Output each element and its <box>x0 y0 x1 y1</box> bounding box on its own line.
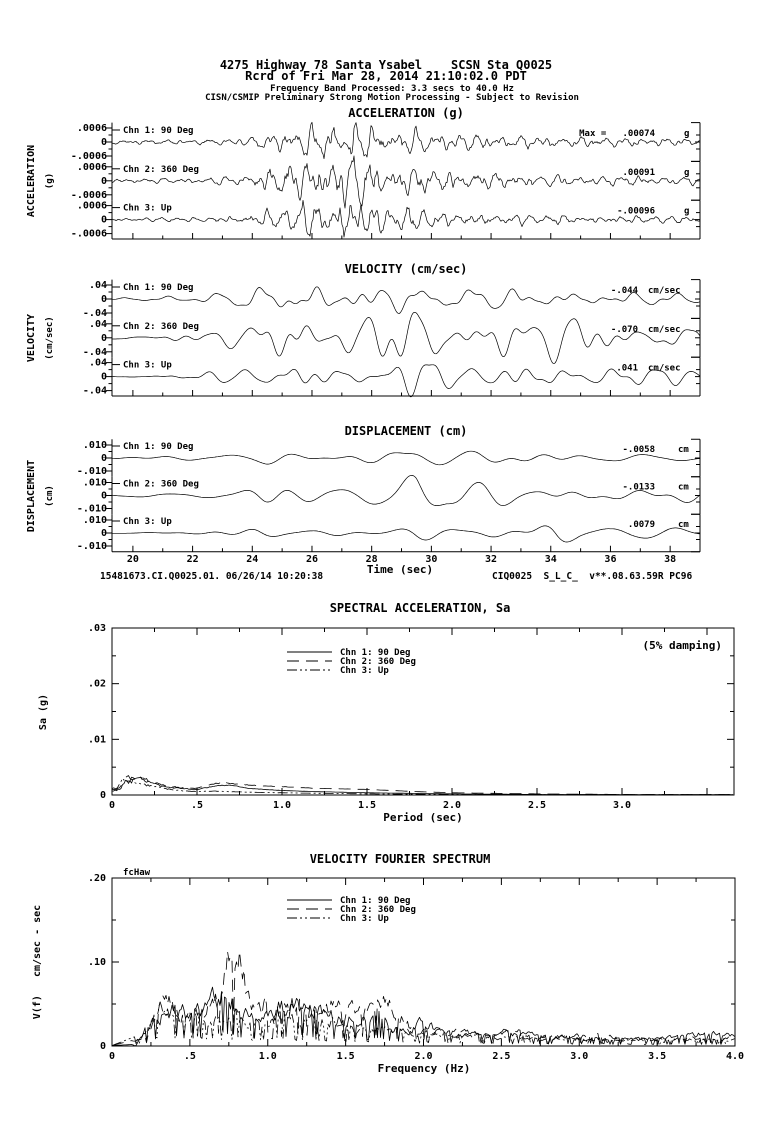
header-disclaimer-line: CISN/CSMIP Preliminary Strong Motion Processing - Subject to Revision <box>205 93 579 103</box>
max-unit: cm <box>678 445 689 455</box>
ytick-label: .04 <box>88 280 107 291</box>
ytick-label: 0 <box>100 528 107 539</box>
channel-label: Chn 1: 90 Deg <box>123 283 194 293</box>
ytick-label: 0 <box>100 294 107 305</box>
max-value: .0079 <box>627 520 655 530</box>
ytick-label: 0 <box>100 332 107 344</box>
ytick-label: 0 <box>100 453 107 464</box>
acceleration-yunit: (g) <box>45 172 55 190</box>
ytick-label: -.010 <box>76 503 107 515</box>
waveform-trace-Chn 1: 90 Deg <box>112 122 700 158</box>
waveform-trace-Chn 3: Up <box>112 200 700 237</box>
channel-label: Chn 2: 360 Deg <box>123 164 199 175</box>
time-axis-label: Time (sec) <box>366 563 434 576</box>
legend-label: Chn 1: 90 Deg <box>340 896 411 906</box>
xtick-label: 2.0 <box>414 1051 433 1062</box>
xtick-label: 4.0 <box>725 1051 745 1062</box>
header-band-line: Frequency Band Processed: 3.3 secs to 40.0 Hz <box>270 84 514 94</box>
velocity-yunit: (cm/sec) <box>45 316 55 360</box>
legend-label: Chn 2: 360 Deg <box>340 657 416 667</box>
ytick-label: .04 <box>88 318 107 330</box>
xtick-label: 3.0 <box>612 800 632 811</box>
max-value: -.0058 <box>622 445 655 455</box>
max-unit: cm <box>678 482 689 493</box>
ytick-label: .03 <box>87 623 106 634</box>
acceleration-title: ACCELERATION (g) <box>348 106 464 120</box>
corner-frequency-marker: fcHaw <box>123 868 151 878</box>
xtick-label: 2.5 <box>527 800 547 811</box>
footer-processing-id: CIQ0025 S_L_C_ v**.08.63.59R PC96 <box>492 571 693 582</box>
time-tick-label: 34 <box>544 554 557 565</box>
ytick-label: -.010 <box>76 466 107 477</box>
ytick-label: -.0006 <box>70 189 107 201</box>
xtick-label: .5 <box>183 1051 196 1062</box>
time-tick-label: 36 <box>604 554 617 565</box>
waveform-trace-Chn 3: Up <box>112 365 700 397</box>
waveform-trace-Chn 2: 360 Deg <box>112 475 700 505</box>
ytick-label: 0 <box>100 137 107 148</box>
waveform-trace-Chn 1: 90 Deg <box>112 451 700 465</box>
max-value: -.00096 <box>617 206 655 217</box>
xtick-label: 1.5 <box>336 1051 355 1062</box>
waveform-trace-Chn 2: 360 Deg <box>112 312 700 363</box>
plot-box <box>112 878 735 1046</box>
plot-box <box>112 628 734 795</box>
time-tick-label: 26 <box>305 554 319 565</box>
max-value: .041 <box>616 363 638 374</box>
legend-label: Chn 3: Up <box>340 666 389 676</box>
velocity-title: VELOCITY (cm/sec) <box>344 262 468 276</box>
max-unit: cm/sec <box>648 324 681 335</box>
time-tick-label: 20 <box>126 554 139 565</box>
time-tick-label: 32 <box>485 554 498 565</box>
ytick-label: 0 <box>100 214 107 226</box>
waveform-trace-Chn 2: 360 Deg <box>112 156 700 208</box>
xtick-label: .5 <box>190 800 204 811</box>
channel-label: Chn 3: Up <box>123 517 172 527</box>
ytick-label: -.0006 <box>70 228 107 240</box>
spectral-acceleration-title: SPECTRAL ACCELERATION, Sa <box>329 601 511 615</box>
ytick-label: 0 <box>99 790 106 801</box>
xtick-label: 1.5 <box>357 800 377 811</box>
ytick-label: 0 <box>100 371 107 383</box>
max-unit: g <box>684 129 690 139</box>
max-unit: g <box>684 167 690 178</box>
sa-ylabel: Sa (g) <box>38 693 49 731</box>
ytick-label: .04 <box>88 357 107 369</box>
time-tick-label: 30 <box>425 554 438 565</box>
channel-label: Chn 2: 360 Deg <box>123 479 199 490</box>
xtick-label: 3.5 <box>648 1051 667 1062</box>
ytick-label: 0 <box>100 175 107 187</box>
channel-label: Chn 1: 90 Deg <box>123 442 194 452</box>
max-unit: cm/sec <box>648 363 681 374</box>
displacement-yunit: (cm) <box>45 485 55 507</box>
max-unit: g <box>684 206 690 217</box>
time-tick-label: 38 <box>664 554 677 565</box>
ytick-label: .010 <box>82 477 107 489</box>
header-record-line: Rcrd of Fri Mar 28, 2014 21:10:02.0 PDT <box>245 69 527 83</box>
ytick-label: -.04 <box>82 346 107 358</box>
ytick-label: .010 <box>82 440 107 451</box>
xtick-label: 0 <box>108 800 116 811</box>
period-axis-label: Period (sec) <box>383 811 463 824</box>
channel-label: Chn 3: Up <box>123 203 172 214</box>
max-value: -.0133 <box>622 482 655 493</box>
damping-note: (5% damping) <box>642 639 722 652</box>
ytick-label: .01 <box>87 734 106 746</box>
xtick-label: 3.0 <box>570 1051 589 1062</box>
ytick-label: 0 <box>99 1041 106 1052</box>
ytick-label: .10 <box>87 957 106 968</box>
time-tick-label: 28 <box>365 554 378 565</box>
ytick-label: -.04 <box>82 308 107 319</box>
max-value: .00091 <box>622 167 655 178</box>
ytick-label: .010 <box>82 515 107 526</box>
ytick-label: -.0006 <box>70 151 107 162</box>
legend-label: Chn 3: Up <box>340 914 389 924</box>
time-tick-label: 22 <box>186 554 199 565</box>
displacement-title: DISPLACEMENT (cm) <box>344 424 468 438</box>
ytick-label: 0 <box>100 490 107 502</box>
ytick-label: .20 <box>87 873 106 884</box>
max-unit: cm <box>678 520 689 530</box>
displacement-ylabel: DISPLACEMENT <box>26 459 37 533</box>
max-value: -.044 <box>610 286 638 296</box>
ytick-label: .0006 <box>76 123 107 134</box>
max-value: -.070 <box>610 324 638 335</box>
spectrum-trace-Chn 2: 360 Deg <box>112 777 733 794</box>
velocity-ylabel: VELOCITY <box>26 313 37 363</box>
legend-label: Chn 2: 360 Deg <box>340 905 416 915</box>
channel-label: Chn 3: Up <box>123 360 172 371</box>
footer-record-id: 15481673.CI.Q0025.01. 06/26/14 10:20:38 <box>100 571 324 582</box>
time-tick-label: 24 <box>246 554 259 565</box>
xtick-label: 1.0 <box>258 1051 277 1062</box>
acceleration-ylabel: ACCELERATION <box>26 144 37 218</box>
fourier-spectrum-title: VELOCITY FOURIER SPECTRUM <box>309 852 491 866</box>
ytick-label: -.04 <box>82 385 107 397</box>
header-station-line: 4275 Highway 78 Santa Ysabel SCSN Sta Q0025 <box>219 58 553 72</box>
legend-label: Chn 1: 90 Deg <box>340 648 411 658</box>
waveform-trace-Chn 3: Up <box>112 526 700 542</box>
channel-label: Chn 2: 360 Deg <box>123 321 199 332</box>
xtick-label: 2.5 <box>492 1051 511 1062</box>
xtick-label: 0 <box>108 1051 116 1062</box>
channel-label: Chn 1: 90 Deg <box>123 126 194 136</box>
max-value: Max = .00074 <box>579 129 655 139</box>
ytick-label: .0006 <box>76 200 107 212</box>
frequency-axis-label: Frequency (Hz) <box>377 1062 471 1075</box>
xtick-label: 2.0 <box>442 800 462 811</box>
max-unit: cm/sec <box>648 286 681 296</box>
ytick-label: .02 <box>87 678 106 690</box>
xtick-label: 1.0 <box>272 800 292 811</box>
ytick-label: .0006 <box>76 161 107 173</box>
ytick-label: -.010 <box>76 541 107 552</box>
fourier-ylabel: V(f) cm/sec - sec <box>32 904 43 1020</box>
